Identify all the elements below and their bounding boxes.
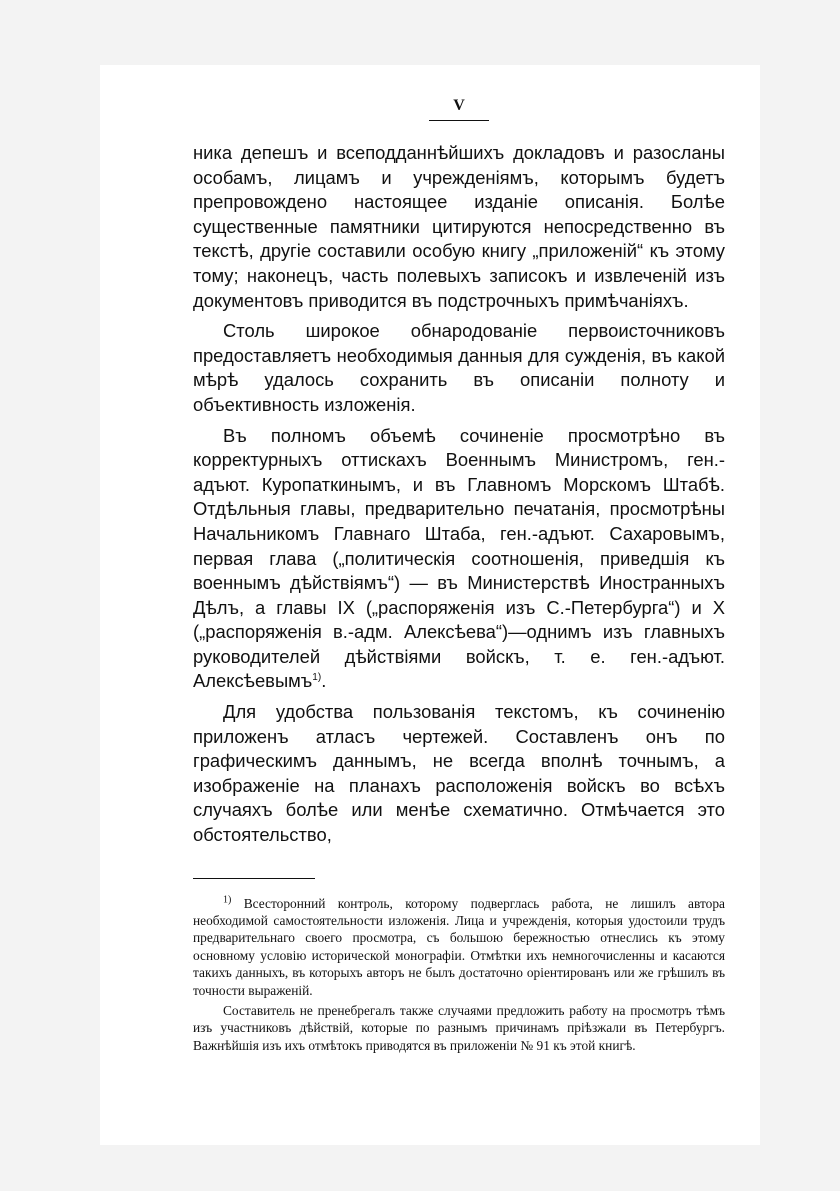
footnote-1 <box>193 895 725 999</box>
footnote-marker: 1) <box>312 672 322 684</box>
footnote-1-text: Всесторонний контроль, которому подверглась работа, не лишилъ автора необходимой самостоятельности изложенія. Лица и учрежденія, которыя удостоили трудъ предварительнаго своего просмотра, съ большою бережностью отнеслись къ этому основному условію исторической монографіи. Отмѣтки ихъ немногочисленны и касаются такихъ данныхъ, въ которыхъ авторъ не былъ достаточно оріентированъ или же грѣшилъ въ точности выраженій. <box>193 895 725 998</box>
page-content <box>193 96 725 1054</box>
page-number: V <box>453 97 465 114</box>
paragraph-3-tail: . <box>321 670 327 692</box>
footnote-rule <box>193 878 315 879</box>
paragraph-2: Столь широкое обнародованiе первоисточниковъ предоставляетъ необходимыя данныя для сужденiя, въ какой мѣрѣ удалось сохранить въ описанiи полноту и объективность изложенiя. <box>193 320 725 415</box>
footnote-2: Составитель не пренебрегалъ также случаями предложить работу на просмотръ тѣмъ изъ участниковъ дѣйствій, которые по разнымъ причинамъ пріѣзжали въ Петербургъ. Важнѣйшія изъ ихъ отмѣтокъ приводятся въ приложеніи № 91 къ этой книгѣ. <box>193 1003 725 1053</box>
paragraph-1: ника депешъ и всеподданнѣйшихъ докладовъ и разосланы особамъ, лицамъ и учрежденiямъ, которымъ будетъ препровождено настоящее изданiе описанiя. Болѣе существенные памятники цитируются непосредственно въ текстѣ, другiе составили особую книгу „приложенiй“ къ этому тому; наконецъ, часть полевыхъ записокъ и извлеченiй изъ документовъ приводится въ подстрочныхъ примѣчанiяхъ. <box>193 142 725 311</box>
footnote-1-marker: 1) <box>223 894 232 906</box>
footnotes <box>193 895 725 1055</box>
page-number-underline <box>429 120 489 121</box>
paragraph-3-text: Въ полномъ объемѣ сочиненiе просмотрѣно въ корректурныхъ оттискахъ Военнымъ Министромъ, ген.-адъют. Куропаткинымъ, и въ Главномъ Морскомъ Штабѣ. Отдѣльныя главы, предварительно печатанiя, просмотрѣны Начальникомъ Главнаго Штаба, ген.-адъют. Сахаровымъ, первая глава („политическiя соотношенiя, приведшiя къ военнымъ дѣйствiямъ“) — въ Министерствѣ Иностранныхъ Дѣлъ, а главы IX („распоряженiя изъ С.-Петербурга“) и X („распоряженiя в.-адм. Алексѣева“)—однимъ изъ главныхъ руководителей дѣйствiями войскъ, т. е. ген.-адъют. Алексѣевымъ <box>193 424 725 692</box>
paragraph-4: Для удобства пользованiя текстомъ, къ сочиненiю приложенъ атласъ чертежей. Составленъ онъ по графическимъ даннымъ, не всегда вполнѣ точнымъ, а изображенiе на планахъ расположенiя войскъ во всѣхъ случаяхъ болѣе или менѣе схематично. Отмѣчается это обстоятельство, <box>193 701 725 846</box>
main-text <box>193 141 725 848</box>
paragraph-3 <box>193 424 725 695</box>
